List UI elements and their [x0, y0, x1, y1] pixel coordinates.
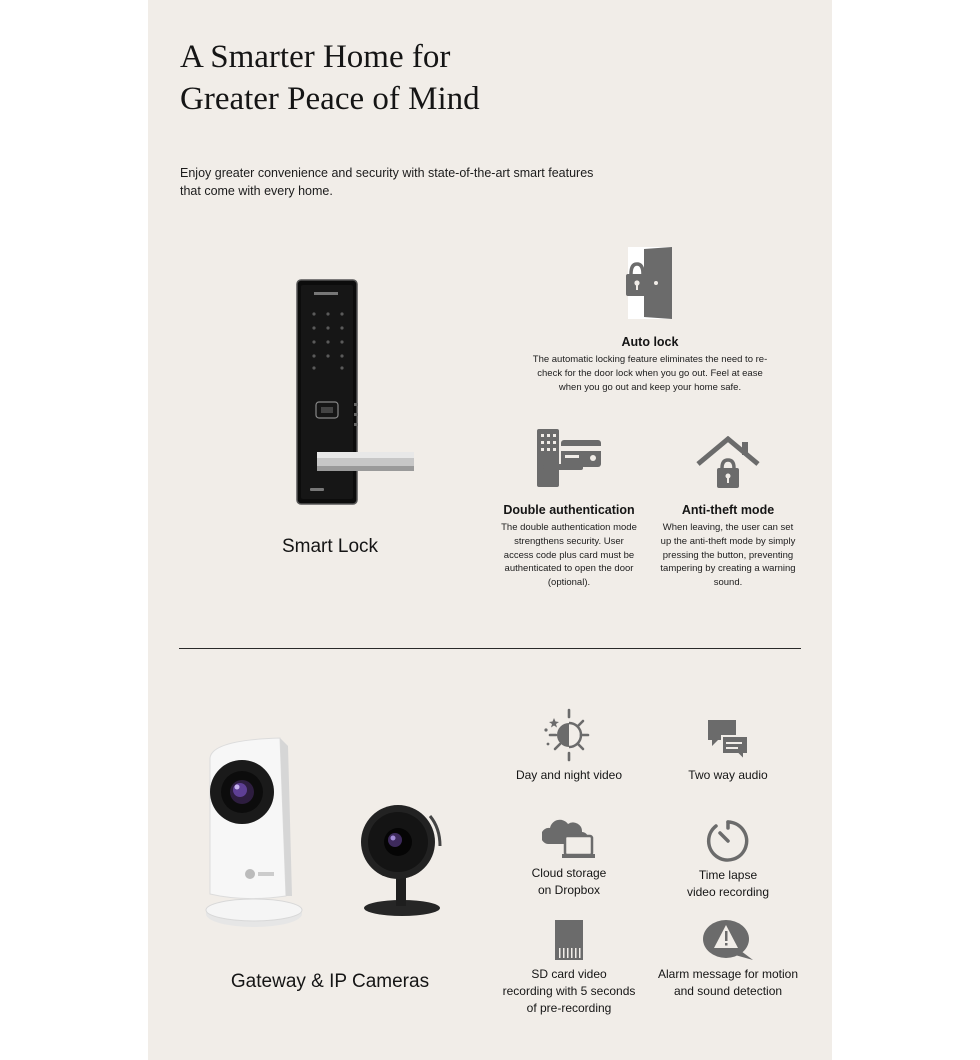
feature-description: When leaving, the user can set up the anti-theft mode by simply pressing the button, preventing tampering by creating a warning sound. — [660, 522, 796, 589]
title-line-1: A Smarter Home for — [180, 39, 451, 75]
feature-anti-theft-mode — [658, 436, 798, 590]
house-lock-icon — [695, 436, 761, 490]
alarm-warning-icon — [701, 918, 755, 962]
door-lock-icon — [620, 247, 680, 321]
feature-label: SD card video recording with 5 seconds of pre-recording — [502, 967, 636, 1015]
page-title — [180, 36, 480, 120]
feature-title: Auto lock — [621, 335, 679, 349]
feature-description: The automatic locking feature eliminates the need to re-check for the door lock when you go out. Feel at ease when you go out and keep your home safe. — [532, 354, 768, 393]
feature-description: The double authentication mode strengthens security. User access code plus card must be authenticated to open the door (optional). — [501, 522, 637, 589]
cameras-label: Gateway & IP Cameras — [230, 971, 430, 992]
smart-lock-label: Smart Lock — [281, 536, 379, 557]
section-divider — [179, 648, 801, 649]
feature-label: Cloud storage on Dropbox — [531, 866, 607, 897]
content-panel — [148, 0, 832, 1060]
intro-text: Enjoy greater convenience and security with state-of-the-art smart features that come with every home. — [180, 166, 594, 198]
feature-label: Two way audio — [688, 768, 768, 782]
feature-day-night-video — [494, 708, 644, 784]
sd-card-icon — [552, 918, 586, 962]
timer-icon — [705, 818, 751, 862]
title-line-2: Greater Peace of Mind — [180, 81, 480, 117]
chat-bubbles-icon — [706, 718, 750, 762]
cloud-storage-icon — [542, 816, 596, 860]
feature-title: Anti-theft mode — [681, 503, 775, 517]
feature-auto-lock — [530, 247, 770, 394]
feature-double-authentication — [500, 428, 638, 590]
feature-label: Alarm message for motion and sound detection — [657, 967, 799, 998]
keypad-card-icon — [535, 428, 603, 490]
feature-two-way-audio — [653, 718, 803, 784]
feature-sd-card — [494, 918, 644, 1017]
feature-title: Double authentication — [503, 503, 635, 517]
feature-alarm-message — [653, 918, 803, 1000]
gateway-camera-image — [204, 736, 308, 933]
ip-camera-image — [360, 798, 444, 927]
smart-lock-image — [296, 278, 418, 511]
feature-label: Day and night video — [515, 768, 623, 782]
day-night-icon — [542, 708, 596, 762]
feature-time-lapse — [653, 818, 803, 901]
feature-label: Time lapse video recording — [686, 868, 770, 899]
feature-cloud-storage — [494, 816, 644, 899]
